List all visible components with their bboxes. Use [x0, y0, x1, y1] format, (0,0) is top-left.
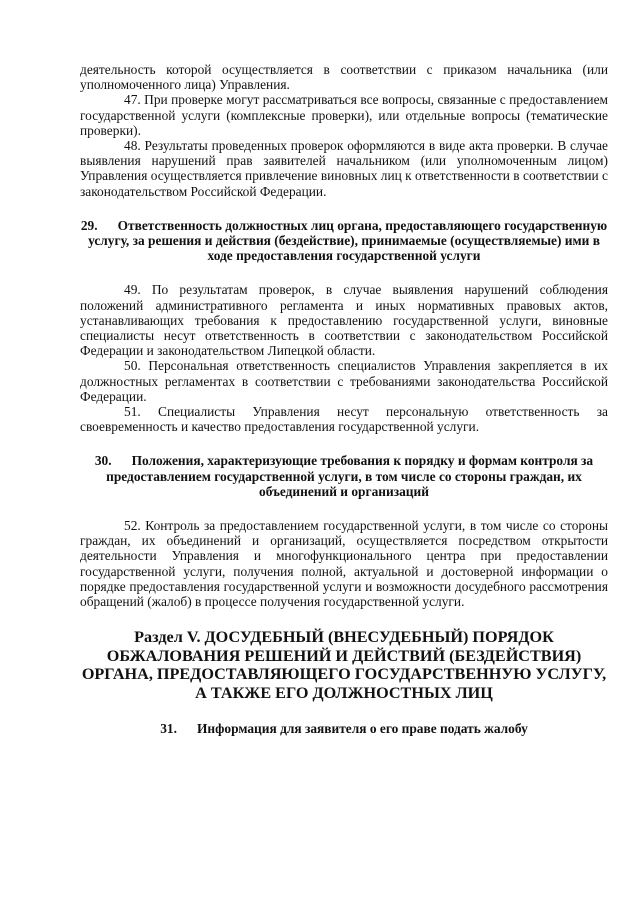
paragraph-continuation: деятельность которой осуществляется в соответствии с приказом начальника (или уполномоченного лица) Управления. [80, 62, 608, 93]
heading-31-text: Информация для заявителя о его праве подать жалобу [196, 721, 528, 737]
paragraph-50: 50. Персональная ответственность специалистов Управления закрепляется в их должностных регламентах в соответствии с требованиями законодательства Российской Федерации. [80, 358, 608, 404]
heading-29-number: 29. [80, 217, 98, 233]
paragraph-49: 49. По результатам проверок, в случае выявления нарушений соблюдения положений административного регламента и иных нормативных правовых актов, устанавливающих требования к предоставлению государственной услуги, виновные специалисты несут ответственность в соответствии с законодательством Российской Федерации и законодательством Липецкой области. [80, 282, 608, 359]
paragraph-47: 47. При проверке могут рассматриваться все вопросы, связанные с предоставлением государственной услуги (комплексные проверки), или отдельные вопросы (тематические проверки). [80, 92, 608, 138]
heading-31 [80, 721, 608, 736]
paragraph-52: 52. Контроль за предоставлением государственной услуги, в том числе со стороны граждан, их объединений и организаций, осуществляется посредством открытости деятельности Управления и многофункционального центра при предоставлении государственной услуги, получения полной, актуальной и достоверной информации о порядке предоставления государственной услуги и возможности досудебного рассмотрения обращений (жалоб) в процессе получения государственной услуги. [80, 518, 608, 610]
paragraph-48: 48. Результаты проведенных проверок оформляются в виде акта проверки. В случае выявления нарушений прав заявителей начальником (или уполномоченным лицом) Управления осуществляется привлечение виновных лиц к ответственности в соответствии с законодательством Российской Федерации. [80, 138, 608, 199]
paragraph-51: 51. Специалисты Управления несут персональную ответственность за своевременность и качество предоставления государственной услуги. [80, 404, 608, 435]
heading-29-text: Ответственность должностных лиц органа, предоставляющего государственную услугу, за решения и действия (бездействие), принимаемые (осуществляемые) ими в ходе предоставления государственной услуги [88, 217, 608, 264]
heading-29 [80, 218, 608, 264]
heading-30-number: 30. [94, 453, 112, 469]
document-page [80, 62, 608, 737]
heading-31-number: 31. [160, 721, 177, 737]
heading-30-text: Положения, характеризующие требования к порядку и формам контроля за предоставлением государственной услуги, в том числе со стороны граждан, их объединений и организаций [106, 453, 594, 499]
section-v-heading: Раздел V. ДОСУДЕБНЫЙ (ВНЕСУДЕБНЫЙ) ПОРЯДОК ОБЖАЛОВАНИЯ РЕШЕНИЙ И ДЕЙСТВИЙ (БЕЗДЕЙСТВИЯ) ОРГАНА, ПРЕДОСТАВЛЯЮЩЕГО ГОСУДАРСТВЕННУЮ УСЛУГУ, А ТАКЖЕ ЕГО ДОЛЖНОСТНЫХ ЛИЦ [81, 628, 607, 702]
heading-30 [80, 453, 608, 499]
